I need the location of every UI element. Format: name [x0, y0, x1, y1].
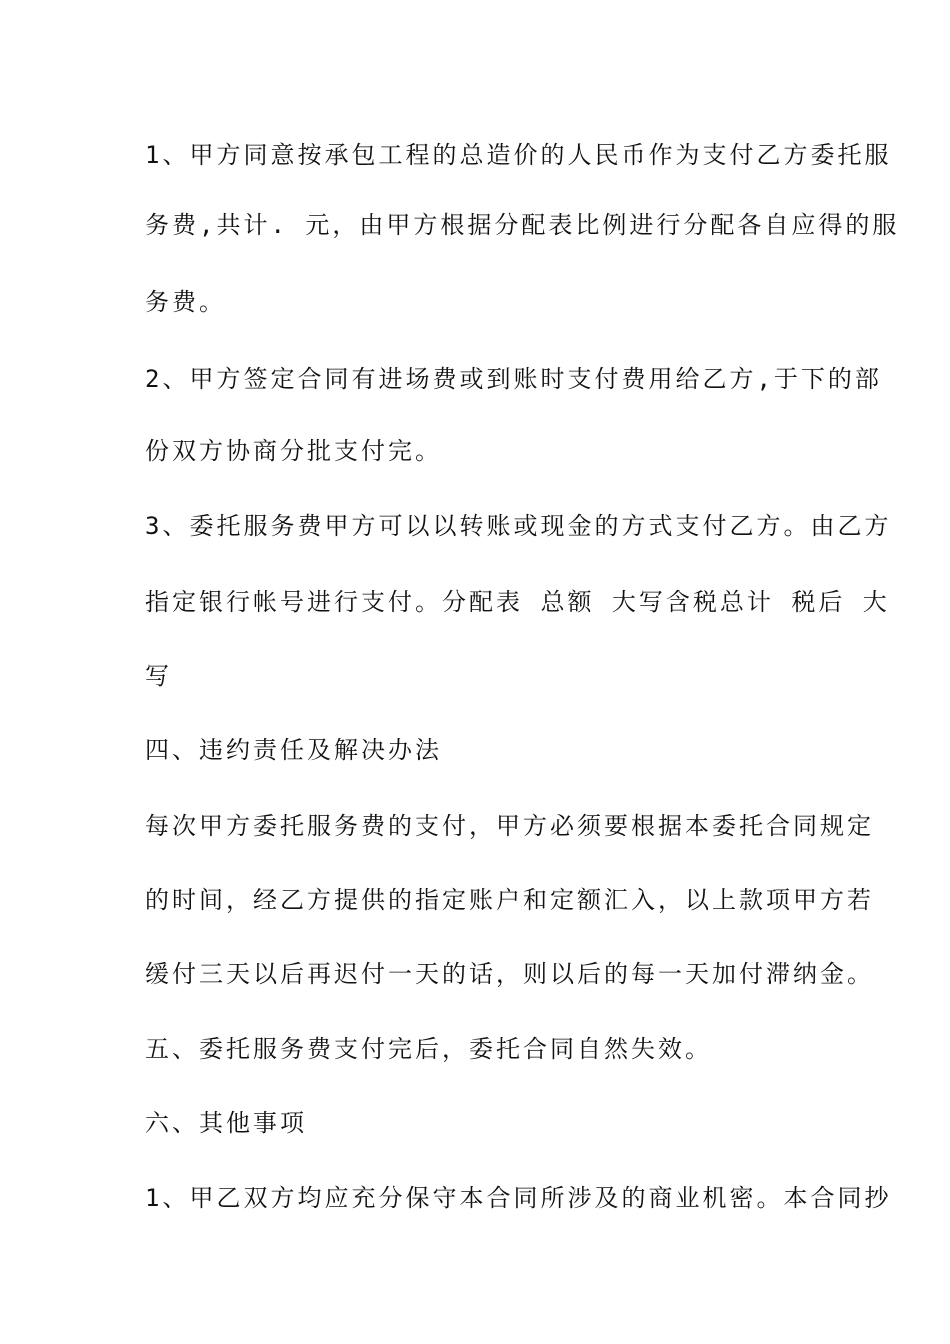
text-line: 3、委托服务费甲方可以以转账或现金的方式支付乙方。由乙方 — [145, 512, 892, 540]
text-line: 写 — [145, 662, 172, 690]
section-heading: 四、违约责任及解决办法 — [145, 736, 442, 764]
text-line: 2、甲方签定合同有进场费或到账时支付费用给乙方,于下的部 — [145, 365, 882, 393]
text-line: 缓付三天以后再迟付一天的话，则以后的每一天加付滞纳金。 — [145, 960, 874, 988]
text-line: 的时间，经乙方提供的指定账户和定额汇入，以上款项甲方若 — [145, 886, 874, 914]
text-line: 1、甲乙双方均应充分保守本合同所涉及的商业机密。本合同抄 — [145, 1184, 892, 1212]
text-line: 份双方协商分批支付完。 — [145, 437, 442, 465]
text-line: 每次甲方委托服务费的支付，甲方必须要根据本委托合同规定 — [145, 812, 874, 840]
text-line: 1、甲方同意按承包工程的总造价的人民币作为支付乙方委托服 — [145, 141, 892, 169]
section-heading: 六、其他事项 — [145, 1109, 307, 1137]
text-line: 务费,共计. 元，由甲方根据分配表比例进行分配各自应得的服 — [145, 211, 900, 239]
section-heading: 五、委托服务费支付完后，委托合同自然失效。 — [145, 1035, 712, 1063]
text-line: 指定银行帐号进行支付。分配表 总额 大写含税总计 税后 大 — [145, 588, 890, 616]
text-line: 务费。 — [145, 288, 226, 316]
